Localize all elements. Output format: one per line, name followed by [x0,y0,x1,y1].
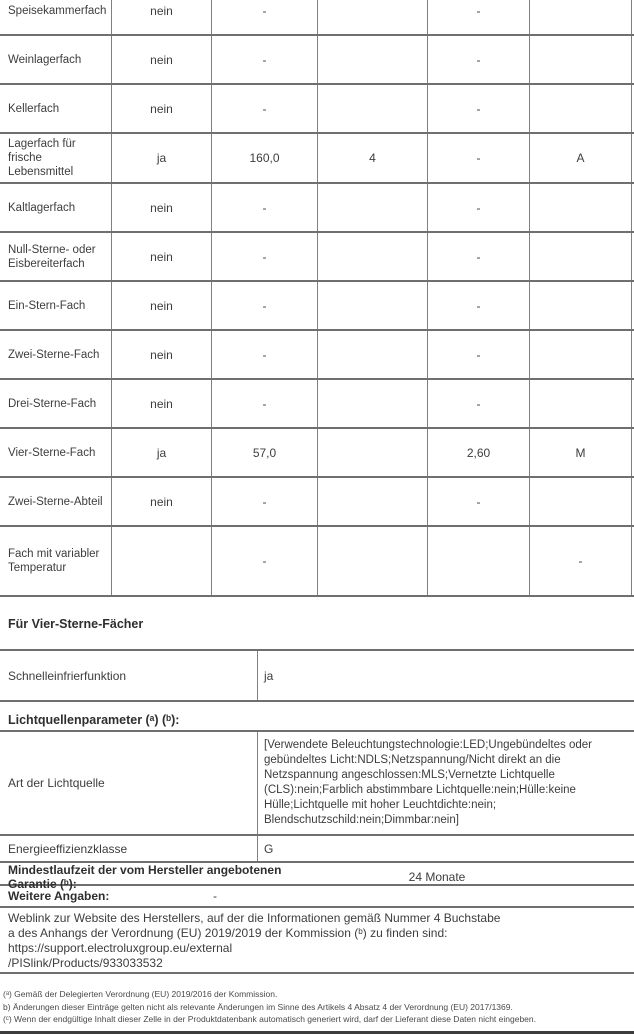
row-label: Schnelleinfrierfunktion [0,651,258,700]
row-label: Vier-Sterne-Fach [0,429,112,476]
cell-value [530,184,632,231]
cell-value: - [212,478,318,525]
cell-value: ja [264,668,274,683]
cell-value: 160,0 [212,134,318,182]
row-label: Lagerfach für frische Lebensmittel [0,134,112,182]
weblink-line: a des Anhangs der Verordnung (EU) 2019/2019 der Kommission (ᵇ) zu finden sind: https://support.electroluxgroup.eu/external [8,926,448,955]
row-label: Null-Sterne- oder Eisbereiterfach [0,233,112,280]
cell-value [530,233,632,280]
cell-value: - [428,36,530,83]
cell-value: 2,60 [428,429,530,476]
row-label: Energieeffizienzklasse [0,836,258,861]
cell-value [318,478,428,525]
table-row [0,429,634,478]
cell-value: nein [112,331,212,378]
cell-value [530,478,632,525]
cell-value: 57,0 [212,429,318,476]
weblink-block [0,908,634,974]
cell-value: - [428,184,530,231]
cell-value: ja [112,429,212,476]
cell-value [318,0,428,34]
footnote-c: (ᶜ) Wenn der endgültige Inhalt dieser Zelle in der Produktdatenbank automatisch generiert wird, darf der Lieferant diese Daten nicht eingeben. [3,1014,537,1024]
cell-value: nein [112,233,212,280]
section-heading-light-source: Lichtquellenparameter (ᵃ) (ᵇ): [8,713,180,727]
cell-value [318,429,428,476]
cell-value: - [212,36,318,83]
row-label: Kellerfach [0,85,112,132]
row-label: Ein-Stern-Fach [0,282,112,329]
cell-value: - [428,0,530,34]
cell-value [530,36,632,83]
cell-value: - [428,282,530,329]
cell-value: nein [112,0,212,34]
table-row [0,527,634,597]
table-row [0,331,634,380]
cell-value [318,36,428,83]
fast-freeze-table [0,649,634,702]
cell-value: 24 Monate [408,870,466,884]
cell-value [428,527,530,595]
cell-value [318,331,428,378]
table-row [0,36,634,85]
cell-value [112,527,212,595]
cell-value: - [530,527,632,595]
cell-value: nein [112,380,212,427]
cell-value: nein [112,282,212,329]
row-label: Drei-Sterne-Fach [0,380,112,427]
cell-value [530,380,632,427]
table-row [0,732,634,836]
row-label: Weinlagerfach [0,36,112,83]
cell-value: - [212,233,318,280]
cell-value: - [212,331,318,378]
weblink-line: /PISlink/Products/933033532 [8,956,163,970]
footnotes [0,974,634,1034]
cell-value: G [264,841,274,856]
cell-value: - [212,85,318,132]
row-label: Fach mit variabler Temperatur [0,527,112,595]
light-source-table [0,730,634,863]
cell-value: - [212,184,318,231]
cell-value [318,85,428,132]
cell-value [318,527,428,595]
cell-value [318,233,428,280]
footnote-a: (ᵃ) Gemäß der Delegierten Verordnung (EU) 2019/2016 der Kommission. [3,989,278,999]
cell-value: - [428,134,530,182]
cell-value: 4 [318,134,428,182]
table-row [0,0,634,36]
cell-value: - [428,478,530,525]
cell-value: - [213,889,217,903]
row-label: Mindestlaufzeit der vom Hersteller angebotenen Garantie (ᵇ): [8,863,282,891]
table-row [0,380,634,429]
cell-value: nein [112,184,212,231]
table-row [0,134,634,184]
cell-value: - [212,380,318,427]
cell-value [318,282,428,329]
footnote-b: b) Änderungen dieser Einträge gelten nicht als relevante Änderungen im Sinne des Artikels 4 Absatz 4 der Verordnung (EU) 2017/1369. [3,1001,513,1012]
cell-value [318,184,428,231]
row-label: Kaltlagerfach [0,184,112,231]
cell-value: nein [112,85,212,132]
cell-value: ja [112,134,212,182]
cell-value [530,85,632,132]
cell-value: nein [112,36,212,83]
cell-value: - [212,0,318,34]
weblink-line: Weblink zur Website des Herstellers, auf der die Informationen gemäß Nummer 4 Buchstabe [8,911,501,925]
cell-value: A [530,134,632,182]
row-label: Speisekammerfach [0,0,112,34]
table-row [0,282,634,331]
cell-value: - [428,380,530,427]
cell-value: - [428,331,530,378]
additional-info-row [0,886,634,908]
cell-value: - [212,527,318,595]
table-row [0,184,634,233]
row-label: Weitere Angaben: [8,889,110,903]
cell-value: - [428,233,530,280]
section-heading-four-star: Für Vier-Sterne-Fächer [8,617,144,631]
cell-value [318,380,428,427]
row-label: Zwei-Sterne-Abteil [0,478,112,525]
table-row [0,233,634,282]
row-label: Art der Lichtquelle [0,732,258,834]
cell-value: - [428,85,530,132]
table-row [0,85,634,134]
cell-value: [Verwendete Beleuchtungstechnologie:LED;Ungebündeltes oder gebündeltes Licht:NDLS;Netzspannung/Nicht direkt an die Netzspannung angeschlossen:MLS;Vernetzte Lichtquelle (CLS):nein;Farblich abstimmbare Lichtquelle:nein;Hülle:keine Hülle;Lichtquelle mit hoher Leuchtdichte:nein; Blendschutzschild:nein;Dimmbar:nein] [264,739,592,826]
table-row [0,836,634,863]
table-row [0,478,634,527]
guarantee-row [0,863,634,891]
cell-value [530,331,632,378]
cell-value [530,282,632,329]
cell-value: nein [112,478,212,525]
cell-value: - [212,282,318,329]
cell-value: M [530,429,632,476]
row-label: Zwei-Sterne-Fach [0,331,112,378]
cell-value [530,0,632,34]
